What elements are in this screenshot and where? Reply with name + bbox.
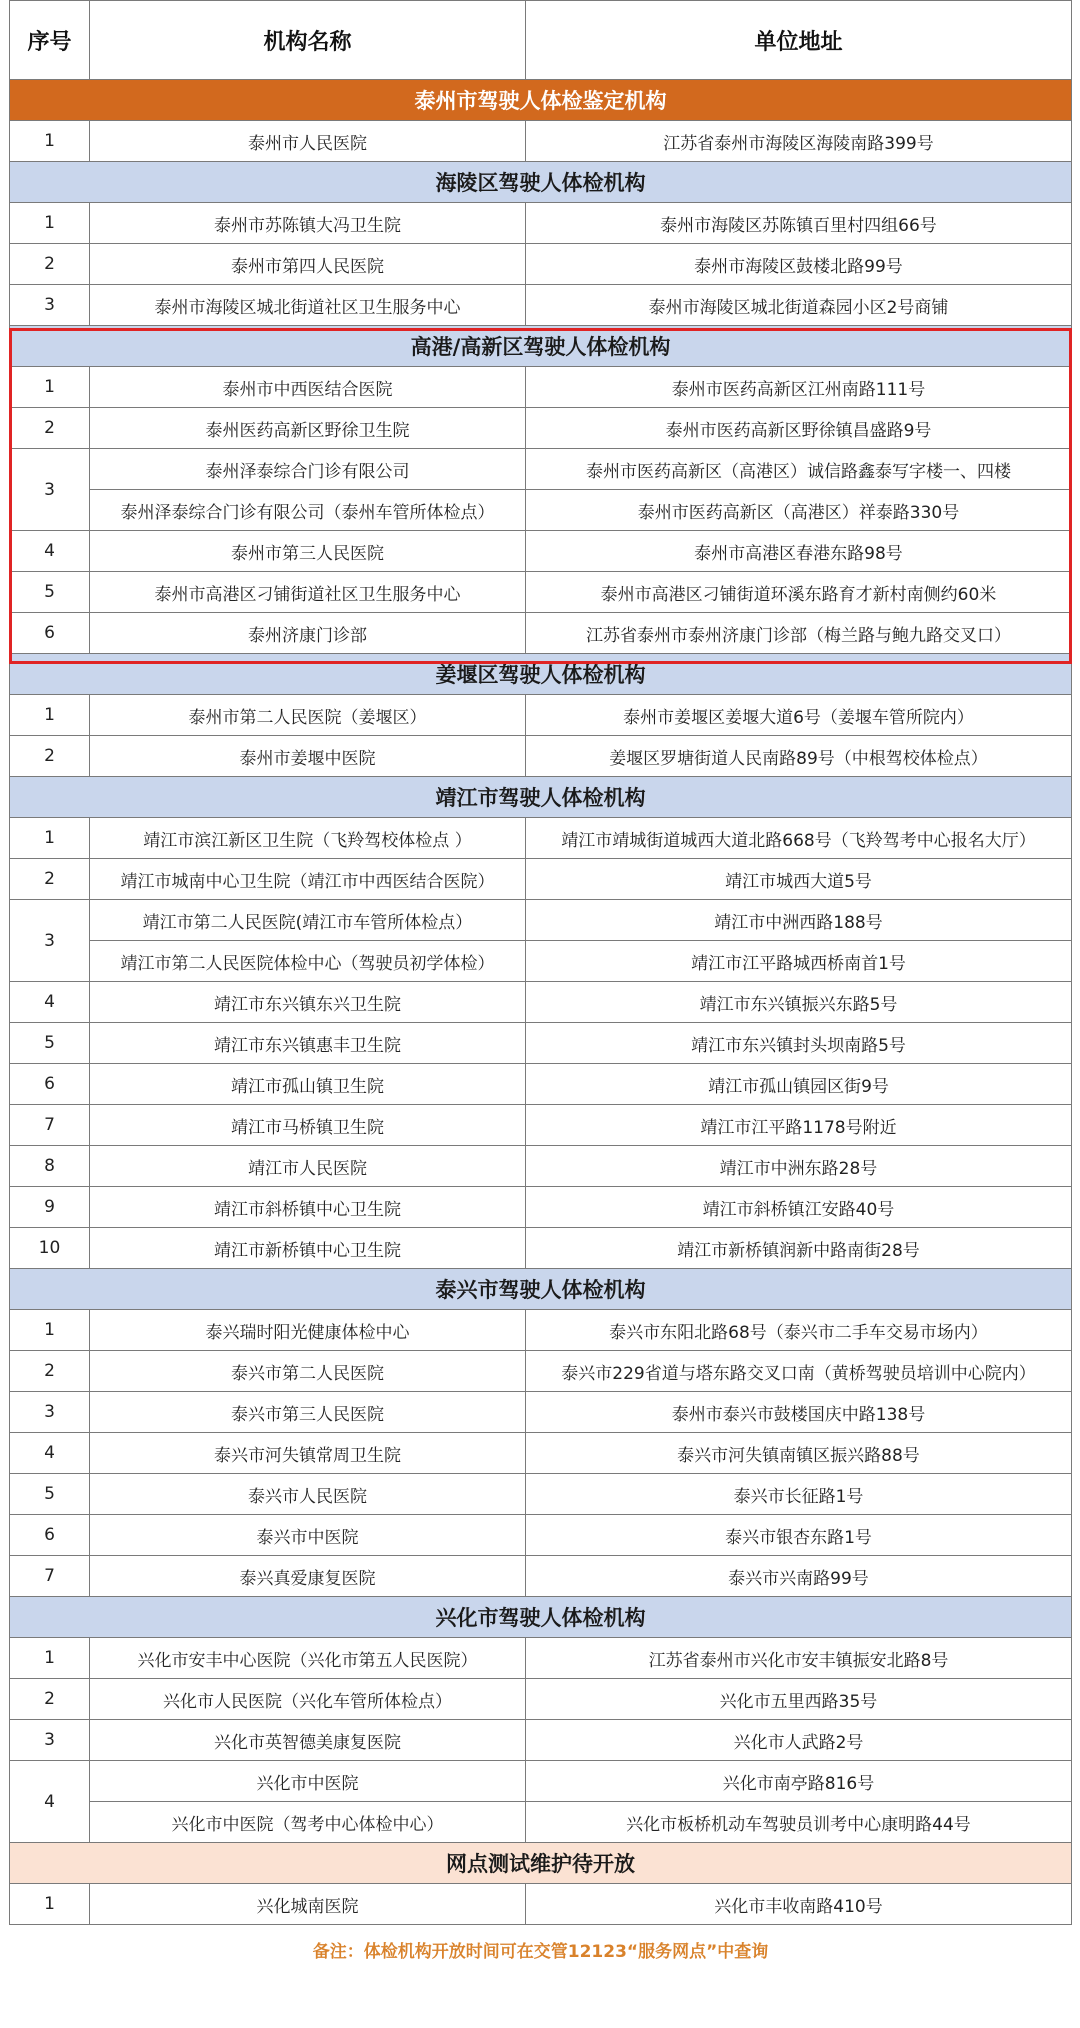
table-row	[10, 1515, 1072, 1556]
table-row	[10, 1802, 1072, 1843]
serial-cell: 1	[10, 1884, 90, 1925]
serial-cell: 7	[10, 1105, 90, 1146]
address-cell: 泰州市海陵区鼓楼北路99号	[526, 244, 1072, 285]
serial-cell: 1	[10, 203, 90, 244]
address-cell: 泰州市海陵区苏陈镇百里村四组66号	[526, 203, 1072, 244]
serial-cell: 2	[10, 1351, 90, 1392]
table-row	[10, 1474, 1072, 1515]
section-header-row	[10, 654, 1072, 695]
address-cell: 江苏省泰州市海陵区海陵南路399号	[526, 121, 1072, 162]
institution-name-cell: 泰州市第三人民医院	[90, 531, 526, 572]
section-header-row	[10, 80, 1072, 121]
institution-name-cell: 靖江市人民医院	[90, 1146, 526, 1187]
address-cell: 靖江市新桥镇润新中路南街28号	[526, 1228, 1072, 1269]
institution-name-cell: 泰州市中西医结合医院	[90, 367, 526, 408]
table-row	[10, 244, 1072, 285]
serial-cell: 6	[10, 613, 90, 654]
table-row	[10, 1679, 1072, 1720]
table-row	[10, 1392, 1072, 1433]
serial-cell: 4	[10, 1761, 90, 1843]
serial-cell: 2	[10, 408, 90, 449]
serial-cell: 4	[10, 1433, 90, 1474]
footnote-row	[10, 1925, 1072, 1974]
address-cell: 泰州市医药高新区（高港区）祥泰路330号	[526, 490, 1072, 531]
address-cell: 泰兴市229省道与塔东路交叉口南（黄桥驾驶员培训中心院内）	[526, 1351, 1072, 1392]
table-row	[10, 1146, 1072, 1187]
address-cell: 泰兴市银杏东路1号	[526, 1515, 1072, 1556]
table-row	[10, 1720, 1072, 1761]
section-header-row	[10, 1269, 1072, 1310]
serial-cell: 3	[10, 1392, 90, 1433]
institution-name-cell: 泰兴市第二人民医院	[90, 1351, 526, 1392]
institution-name-cell: 靖江市第二人民医院体检中心（驾驶员初学体检）	[90, 941, 526, 982]
institution-name-cell: 泰州泽泰综合门诊有限公司（泰州车管所体检点）	[90, 490, 526, 531]
table-row	[10, 1884, 1072, 1925]
institution-name-cell: 兴化城南医院	[90, 1884, 526, 1925]
table-row	[10, 1351, 1072, 1392]
institution-name-cell: 靖江市东兴镇东兴卫生院	[90, 982, 526, 1023]
table-body	[10, 80, 1072, 1974]
address-cell: 泰州市姜堰区姜堰大道6号（姜堰车管所院内）	[526, 695, 1072, 736]
address-cell: 靖江市城西大道5号	[526, 859, 1072, 900]
table-row	[10, 982, 1072, 1023]
header-serial: 序号	[10, 1, 90, 80]
institution-name-cell: 泰兴真爱康复医院	[90, 1556, 526, 1597]
address-cell: 兴化市丰收南路410号	[526, 1884, 1072, 1925]
table-row	[10, 1105, 1072, 1146]
institution-name-cell: 泰州市高港区刁铺街道社区卫生服务中心	[90, 572, 526, 613]
serial-cell: 5	[10, 1474, 90, 1515]
serial-cell: 1	[10, 695, 90, 736]
address-cell: 兴化市板桥机动车驾驶员训考中心康明路44号	[526, 1802, 1072, 1843]
institution-table	[9, 0, 1072, 1973]
institution-name-cell: 泰州市人民医院	[90, 121, 526, 162]
institution-name-cell: 靖江市滨江新区卫生院（飞羚驾校体检点 ）	[90, 818, 526, 859]
table-row	[10, 1556, 1072, 1597]
section-title: 兴化市驾驶人体检机构	[10, 1597, 1072, 1638]
serial-cell: 2	[10, 859, 90, 900]
table-row	[10, 1433, 1072, 1474]
institution-name-cell: 靖江市马桥镇卫生院	[90, 1105, 526, 1146]
section-header-row	[10, 326, 1072, 367]
table-row	[10, 1310, 1072, 1351]
institution-name-cell: 泰兴市第三人民医院	[90, 1392, 526, 1433]
institution-name-cell: 泰兴市人民医院	[90, 1474, 526, 1515]
institution-name-cell: 泰州济康门诊部	[90, 613, 526, 654]
address-cell: 泰州市高港区刁铺街道环溪东路育才新村南侧约60米	[526, 572, 1072, 613]
serial-cell: 3	[10, 285, 90, 326]
section-title: 海陵区驾驶人体检机构	[10, 162, 1072, 203]
serial-cell: 3	[10, 1720, 90, 1761]
address-cell: 兴化市人武路2号	[526, 1720, 1072, 1761]
address-cell: 靖江市中洲东路28号	[526, 1146, 1072, 1187]
address-cell: 靖江市江平路城西桥南首1号	[526, 941, 1072, 982]
table-row	[10, 900, 1072, 941]
table-row	[10, 1023, 1072, 1064]
table-header-row	[10, 1, 1072, 80]
address-cell: 泰州市医药高新区（高港区）诚信路鑫泰写字楼一、四楼	[526, 449, 1072, 490]
header-institution-name: 机构名称	[90, 1, 526, 80]
address-cell: 靖江市中洲西路188号	[526, 900, 1072, 941]
address-cell: 泰州市海陵区城北街道森园小区2号商铺	[526, 285, 1072, 326]
serial-cell: 4	[10, 531, 90, 572]
institution-name-cell: 兴化市人民医院（兴化车管所体检点）	[90, 1679, 526, 1720]
institution-name-cell: 泰州市海陵区城北街道社区卫生服务中心	[90, 285, 526, 326]
serial-cell: 8	[10, 1146, 90, 1187]
table-row	[10, 1761, 1072, 1802]
institution-name-cell: 兴化市中医院	[90, 1761, 526, 1802]
address-cell: 江苏省泰州市兴化市安丰镇振安北路8号	[526, 1638, 1072, 1679]
table-row	[10, 736, 1072, 777]
section-header-row	[10, 1843, 1072, 1884]
institution-name-cell: 泰州市第四人民医院	[90, 244, 526, 285]
institution-name-cell: 兴化市中医院（驾考中心体检中心）	[90, 1802, 526, 1843]
table-row	[10, 490, 1072, 531]
serial-cell: 3	[10, 449, 90, 531]
institution-name-cell: 靖江市斜桥镇中心卫生院	[90, 1187, 526, 1228]
institution-name-cell: 靖江市第二人民医院(靖江市车管所体检点）	[90, 900, 526, 941]
address-cell: 兴化市五里西路35号	[526, 1679, 1072, 1720]
table-row	[10, 408, 1072, 449]
table-row	[10, 449, 1072, 490]
institution-name-cell: 靖江市新桥镇中心卫生院	[90, 1228, 526, 1269]
address-cell: 靖江市孤山镇园区街9号	[526, 1064, 1072, 1105]
institution-name-cell: 泰州市第二人民医院（姜堰区）	[90, 695, 526, 736]
section-title: 网点测试维护待开放	[10, 1843, 1072, 1884]
serial-cell: 1	[10, 1310, 90, 1351]
institution-name-cell: 泰兴市中医院	[90, 1515, 526, 1556]
address-cell: 姜堰区罗塘街道人民南路89号（中根驾校体检点）	[526, 736, 1072, 777]
section-header-row	[10, 777, 1072, 818]
institution-name-cell: 泰州市姜堰中医院	[90, 736, 526, 777]
institution-name-cell: 靖江市东兴镇惠丰卫生院	[90, 1023, 526, 1064]
section-title: 姜堰区驾驶人体检机构	[10, 654, 1072, 695]
address-cell: 泰州市泰兴市鼓楼国庆中路138号	[526, 1392, 1072, 1433]
table-row	[10, 285, 1072, 326]
table-row	[10, 531, 1072, 572]
footnote: 备注：体检机构开放时间可在交管12123“服务网点”中查询	[312, 1941, 769, 1962]
institution-name-cell: 兴化市英智德美康复医院	[90, 1720, 526, 1761]
serial-cell: 1	[10, 121, 90, 162]
table-row	[10, 572, 1072, 613]
institution-name-cell: 泰州医药高新区野徐卫生院	[90, 408, 526, 449]
serial-cell: 2	[10, 736, 90, 777]
institution-name-cell: 泰兴瑞时阳光健康体检中心	[90, 1310, 526, 1351]
table-row	[10, 1228, 1072, 1269]
address-cell: 兴化市南亭路816号	[526, 1761, 1072, 1802]
serial-cell: 6	[10, 1064, 90, 1105]
table-row	[10, 121, 1072, 162]
serial-cell: 9	[10, 1187, 90, 1228]
institution-name-cell: 兴化市安丰中心医院（兴化市第五人民医院）	[90, 1638, 526, 1679]
address-cell: 泰兴市东阳北路68号（泰兴市二手车交易市场内）	[526, 1310, 1072, 1351]
address-cell: 靖江市东兴镇封头坝南路5号	[526, 1023, 1072, 1064]
table-row	[10, 367, 1072, 408]
address-cell: 靖江市江平路1178号附近	[526, 1105, 1072, 1146]
table-row	[10, 818, 1072, 859]
serial-cell: 1	[10, 1638, 90, 1679]
address-cell: 靖江市斜桥镇江安路40号	[526, 1187, 1072, 1228]
address-cell: 泰兴市兴南路99号	[526, 1556, 1072, 1597]
section-header-row	[10, 162, 1072, 203]
table-row	[10, 1187, 1072, 1228]
serial-cell: 7	[10, 1556, 90, 1597]
serial-cell: 4	[10, 982, 90, 1023]
address-cell: 泰州市医药高新区野徐镇昌盛路9号	[526, 408, 1072, 449]
serial-cell: 6	[10, 1515, 90, 1556]
institution-name-cell: 靖江市城南中心卫生院（靖江市中西医结合医院）	[90, 859, 526, 900]
institution-name-cell: 泰州泽泰综合门诊有限公司	[90, 449, 526, 490]
section-header-row	[10, 1597, 1072, 1638]
section-title: 靖江市驾驶人体检机构	[10, 777, 1072, 818]
serial-cell: 1	[10, 818, 90, 859]
serial-cell: 1	[10, 367, 90, 408]
section-title: 高港/高新区驾驶人体检机构	[10, 326, 1072, 367]
address-cell: 泰州市医药高新区江州南路111号	[526, 367, 1072, 408]
address-cell: 靖江市靖城街道城西大道北路668号（飞羚驾考中心报名大厅）	[526, 818, 1072, 859]
address-cell: 泰兴市河失镇南镇区振兴路88号	[526, 1433, 1072, 1474]
table-row	[10, 1064, 1072, 1105]
serial-cell: 2	[10, 1679, 90, 1720]
address-cell: 江苏省泰州市泰州济康门诊部（梅兰路与鲍九路交叉口）	[526, 613, 1072, 654]
address-cell: 泰兴市长征路1号	[526, 1474, 1072, 1515]
table-row	[10, 1638, 1072, 1679]
table-row	[10, 203, 1072, 244]
section-title: 泰兴市驾驶人体检机构	[10, 1269, 1072, 1310]
serial-cell: 3	[10, 900, 90, 982]
table-row	[10, 695, 1072, 736]
serial-cell: 2	[10, 244, 90, 285]
table-row	[10, 613, 1072, 654]
header-address: 单位地址	[526, 1, 1072, 80]
address-cell: 泰州市高港区春港东路98号	[526, 531, 1072, 572]
serial-cell: 10	[10, 1228, 90, 1269]
section-title: 泰州市驾驶人体检鉴定机构	[10, 80, 1072, 121]
serial-cell: 5	[10, 572, 90, 613]
institution-name-cell: 泰兴市河失镇常周卫生院	[90, 1433, 526, 1474]
institution-name-cell: 靖江市孤山镇卫生院	[90, 1064, 526, 1105]
serial-cell: 5	[10, 1023, 90, 1064]
institution-name-cell: 泰州市苏陈镇大冯卫生院	[90, 203, 526, 244]
table-row	[10, 941, 1072, 982]
table-row	[10, 859, 1072, 900]
address-cell: 靖江市东兴镇振兴东路5号	[526, 982, 1072, 1023]
